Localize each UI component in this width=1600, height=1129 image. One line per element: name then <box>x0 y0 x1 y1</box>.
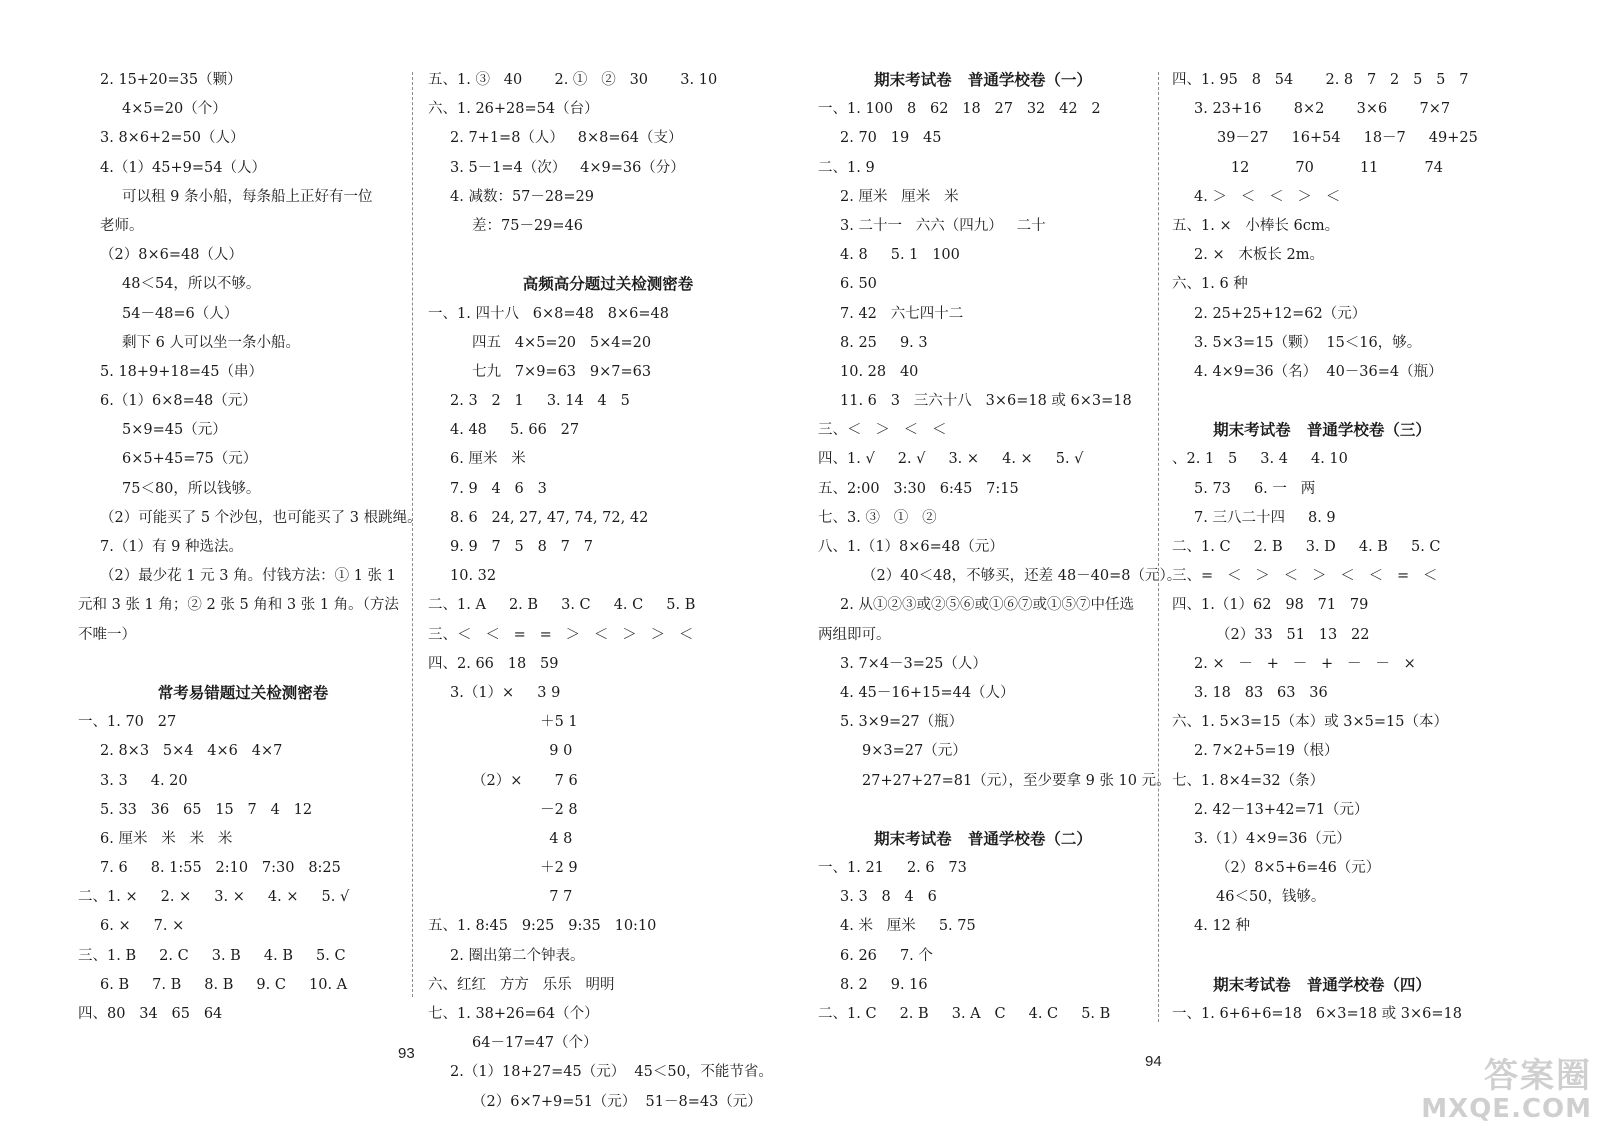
answer-line: 64－17=47（个） <box>472 1035 598 1052</box>
answer-line: （2）可能买了 5 个沙包，也可能买了 3 根跳绳。 <box>100 509 422 526</box>
answer-line: 7 7 <box>494 889 573 906</box>
answer-line <box>428 241 788 270</box>
answer-line: 5. 3×9=27（瓶） <box>840 714 964 731</box>
answer-line: 老师。 <box>100 217 144 234</box>
answer-line: 两组即可。 <box>818 626 891 643</box>
answer-line: 元和 3 张 1 角；② 2 张 5 角和 3 张 1 角。（方法 <box>78 597 399 614</box>
section-title: 期末考试卷 普通学校卷（二） <box>874 829 1092 848</box>
answer-line: 12 70 11 74 <box>1194 159 1443 176</box>
answer-line: 27+27+27=81（元），至少要拿 9 张 10 元。 <box>862 772 1171 789</box>
answer-line: 2. × － + － + － － × <box>1194 655 1416 672</box>
answer-line <box>1172 387 1472 416</box>
answer-line: ＋2 9 <box>494 860 578 877</box>
answer-line: 6. 50 <box>840 276 877 293</box>
answer-line: 8. 2 9. 16 <box>840 976 928 993</box>
answer-line: 2. 圈出第二个钟表。 <box>450 947 585 964</box>
answer-line: －2 8 <box>494 801 578 818</box>
answer-line: （2）6×7+9=51（元） 51－8=43（元） <box>472 1093 762 1110</box>
answer-line: 2. 8×3 5×4 4×6 4×7 <box>100 743 283 760</box>
answer-line: （2）40＜48，不够买，还差 48－40=8（元）。 <box>862 568 1182 585</box>
answer-line: 46＜50，钱够。 <box>1216 889 1326 906</box>
answer-line: 四五 4×5=20 5×4=20 <box>472 334 652 351</box>
answer-line: 4. 米 厘米 5. 75 <box>840 918 976 935</box>
answer-line: 一、1. 四十八 6×8=48 8×6=48 <box>428 305 669 322</box>
answer-line: 10. 28 40 <box>840 363 919 380</box>
answer-line: 48＜54，所以不够。 <box>122 276 261 293</box>
answer-line: 二、1. A 2. B 3. C 4. C 5. B <box>428 597 696 614</box>
answer-line: 3. 23+16 8×2 3×6 7×7 <box>1194 101 1451 118</box>
answer-line: 2. × 木板长 2m。 <box>1194 247 1325 264</box>
answer-line: 剩下 6 人可以坐一条小船。 <box>122 334 300 351</box>
column-3 <box>818 66 1182 1029</box>
answer-line: 五、1. × 小棒长 6cm。 <box>1172 217 1340 234</box>
answer-line: 六、1. 5×3=15（本）或 3×5=15（本） <box>1172 714 1448 731</box>
answer-line: 5×9=45（元） <box>122 422 227 439</box>
answer-line: 4. 48 5. 66 27 <box>450 422 580 439</box>
answer-line: 5. 18+9+18=45（串） <box>100 363 263 380</box>
answer-line: 不唯一） <box>78 626 136 643</box>
answer-line: 8. 25 9. 3 <box>840 334 928 351</box>
answer-line: 二、1. × 2. × 3. × 4. × 5. √ <box>78 889 350 906</box>
answer-line: 6. × 7. × <box>100 918 185 935</box>
answer-line: 54－48=6（人） <box>122 305 239 322</box>
answer-line: 39－27 16+54 18－7 49+25 <box>1194 130 1478 147</box>
answer-line: 2. 70 19 45 <box>840 130 942 147</box>
section-title: 高频高分题过关检测密卷 <box>522 275 694 294</box>
section-title: 期末考试卷 普通学校卷（四） <box>1213 975 1431 994</box>
answer-line: 3. 18 83 63 36 <box>1194 684 1328 701</box>
answer-line: 7.（1）有 9 种选法。 <box>100 539 244 555</box>
answer-line: 2. 厘米 厘米 米 <box>840 188 959 205</box>
answer-line: 可以租 9 条小船，每条船上正好有一位 <box>122 188 373 205</box>
answer-line: 4×5=20（个） <box>122 101 227 118</box>
answer-line: （2）最少花 1 元 3 角。付钱方法：① 1 张 1 <box>100 568 396 585</box>
answer-line: 三、＜ ＜ = = ＞ ＜ ＞ ＞ ＜ <box>428 626 694 643</box>
divider-left <box>412 72 413 997</box>
answer-line: 2. 7×2+5=19（根） <box>1194 743 1339 760</box>
answer-line: 3.（1）× 3 9 <box>450 684 561 701</box>
answer-line: 七、3. ③ ① ② <box>818 509 937 526</box>
answer-line: 4. 8 5. 1 100 <box>840 247 960 264</box>
answer-line <box>1172 942 1472 971</box>
answer-line: 5. 73 6. 一 两 <box>1194 480 1316 497</box>
answer-line: 3. 3 8 4 6 <box>840 889 937 906</box>
answer-line: 四、1. 95 8 54 2. 8 7 2 5 5 7 <box>1172 72 1469 88</box>
answer-line: 2. 7+1=8（人） 8×8=64（支） <box>450 130 683 147</box>
answer-line: 2. 42－13+42=71（元） <box>1194 801 1369 818</box>
answer-line: 9. 9 7 5 8 7 7 <box>450 539 593 555</box>
answer-line: 3. 8×6+2=50（人） <box>100 130 245 147</box>
answer-line: 七、1. 38+26=64（个） <box>428 1006 599 1022</box>
answer-line: 6.（1）6×8=48（元） <box>100 393 257 410</box>
answer-line: 3. 7×4－3=25（人） <box>840 655 987 672</box>
answer-line: 4. 减数：57－28=29 <box>450 188 594 205</box>
answer-line: 一、1. 100 8 62 18 27 32 42 2 <box>818 101 1101 118</box>
answer-line: 七、1. 8×4=32（条） <box>1172 772 1325 789</box>
answer-line: 四、80 34 65 64 <box>78 1006 223 1022</box>
answer-line: 四、2. 66 18 59 <box>428 655 559 672</box>
answer-line: 四、1.（1）62 98 71 79 <box>1172 597 1369 614</box>
answer-line: 4. 12 种 <box>1194 918 1251 935</box>
answer-line: 六、1. 6 种 <box>1172 276 1248 293</box>
answer-line: 9×3=27（元） <box>862 743 967 760</box>
answer-line: 3. 二十一 六六（四九） 二十 <box>840 217 1046 234</box>
answer-line: 五、1. ③ 40 2. ① ② 30 3. 10 <box>428 72 718 88</box>
watermark-line-2: MXQE.COM <box>1421 1094 1592 1124</box>
answer-line: 4. ＞ ＜ ＜ ＞ ＜ <box>1194 188 1341 205</box>
answer-line: 4. 45－16+15=44（人） <box>840 684 1015 701</box>
section-title: 常考易错题过关检测密卷 <box>157 683 329 702</box>
answer-line: 8. 6 24, 27, 47, 74, 72, 42 <box>450 509 649 526</box>
answer-line: 7. 三八二十四 8. 9 <box>1194 509 1336 526</box>
answer-line: 6. 厘米 米 米 米 <box>100 830 233 847</box>
answer-line: 、2. 1 5 3. 4 4. 10 <box>1172 451 1348 468</box>
answer-line: 五、1. 8:45 9:25 9:35 10:10 <box>428 918 657 935</box>
answer-line: 一、1. 70 27 <box>78 714 177 731</box>
answer-line: 6. 厘米 米 <box>450 451 526 468</box>
answer-line: 7. 9 4 6 3 <box>450 480 547 497</box>
column-1 <box>78 66 422 1029</box>
answer-line: 4 8 <box>494 830 573 847</box>
answer-line: 3.（1）4×9=36（元） <box>1194 830 1351 847</box>
answer-line <box>78 650 408 679</box>
answer-line: 4.（1）45+9=54（人） <box>100 159 266 176</box>
section-title: 期末考试卷 普通学校卷（一） <box>874 71 1092 89</box>
answer-line: 三、= ＜ ＞ ＜ ＞ ＜ ＜ = ＜ <box>1172 568 1438 585</box>
answer-line: 6×5+45=75（元） <box>122 451 258 468</box>
answer-line: 3. 5－1=4（次） 4×9=36（分） <box>450 159 685 176</box>
watermark-logo <box>1421 1057 1592 1123</box>
answer-line: 5. 33 36 65 15 7 4 12 <box>100 801 313 818</box>
section-title: 期末考试卷 普通学校卷（三） <box>1213 421 1431 440</box>
answer-line: 7. 42 六七四十二 <box>840 305 964 322</box>
answer-line: 七九 7×9=63 9×7=63 <box>472 363 652 380</box>
answer-line: 三、＜ ＞ ＜ ＜ <box>818 422 947 439</box>
answer-line: 6. 26 7. 个 <box>840 947 933 964</box>
answer-line: 一、1. 21 2. 6 73 <box>818 860 967 877</box>
answer-line: 六、红红 方方 乐乐 明明 <box>428 976 615 993</box>
answer-line: 11. 6 3 三六十八 3×6=18 或 6×3=18 <box>840 393 1132 410</box>
answer-line: （2）8×5+6=46（元） <box>1216 860 1381 877</box>
answer-line: 3. 3 4. 20 <box>100 772 188 789</box>
answer-line: 二、1. C 2. B 3. A C 4. C 5. B <box>818 1006 1111 1022</box>
answer-line: 2. 3 2 1 3. 14 4 5 <box>450 393 630 410</box>
answer-line: 一、1. 6+6+6=18 6×3=18 或 3×6=18 <box>1172 1006 1462 1022</box>
answer-line: 3. 5×3=15（颗） 15＜16，够。 <box>1194 334 1422 351</box>
answer-line: 7. 6 8. 1:55 2:10 7:30 8:25 <box>100 860 341 877</box>
column-4 <box>1172 66 1478 1029</box>
page-number-left: 93 <box>398 1045 415 1062</box>
watermark-line-1: 答案圈 <box>1484 1056 1592 1096</box>
answer-line: 10. 32 <box>450 568 497 585</box>
answer-line: 三、1. B 2. C 3. B 4. B 5. C <box>78 947 346 964</box>
answer-line: 六、1. 26+28=54（台） <box>428 101 599 118</box>
column-2 <box>428 66 788 1117</box>
answer-line: 2. 15+20=35（颗） <box>100 72 242 88</box>
answer-line: 6. B 7. B 8. B 9. C 10. A <box>100 976 348 993</box>
answer-line: （2）33 51 13 22 <box>1216 626 1370 643</box>
answer-line: 差：75－29=46 <box>472 217 584 234</box>
answer-line: 四、1. √ 2. √ 3. × 4. × 5. √ <box>818 451 1084 468</box>
divider-right <box>1158 72 1159 1022</box>
page-number-right: 94 <box>1145 1053 1162 1070</box>
answer-line: 二、1. 9 <box>818 159 875 176</box>
answer-line: （2）8×6=48（人） <box>100 247 243 264</box>
answer-line: 八、1.（1）8×6=48（元） <box>818 539 1004 555</box>
answer-line: ＋5 1 <box>494 714 578 731</box>
answer-line <box>818 796 1148 825</box>
answer-line: 2. 25+25+12=62（元） <box>1194 305 1367 322</box>
answer-line: 4. 4×9=36（名） 40－36=4（瓶） <box>1194 363 1443 380</box>
answer-line: （2）× 7 6 <box>472 772 578 789</box>
answer-line: 9 0 <box>494 743 573 760</box>
answer-line: 五、2:00 3:30 6:45 7:15 <box>818 480 1019 497</box>
answer-line: 75＜80，所以钱够。 <box>122 480 261 497</box>
answer-line: 2.（1）18+27=45（元） 45＜50，不能节省。 <box>450 1064 773 1081</box>
answer-line: 二、1. C 2. B 3. D 4. B 5. C <box>1172 539 1441 555</box>
answer-line: 2. 从①②③或②⑤⑥或①⑥⑦或①⑤⑦中任选 <box>840 597 1134 614</box>
